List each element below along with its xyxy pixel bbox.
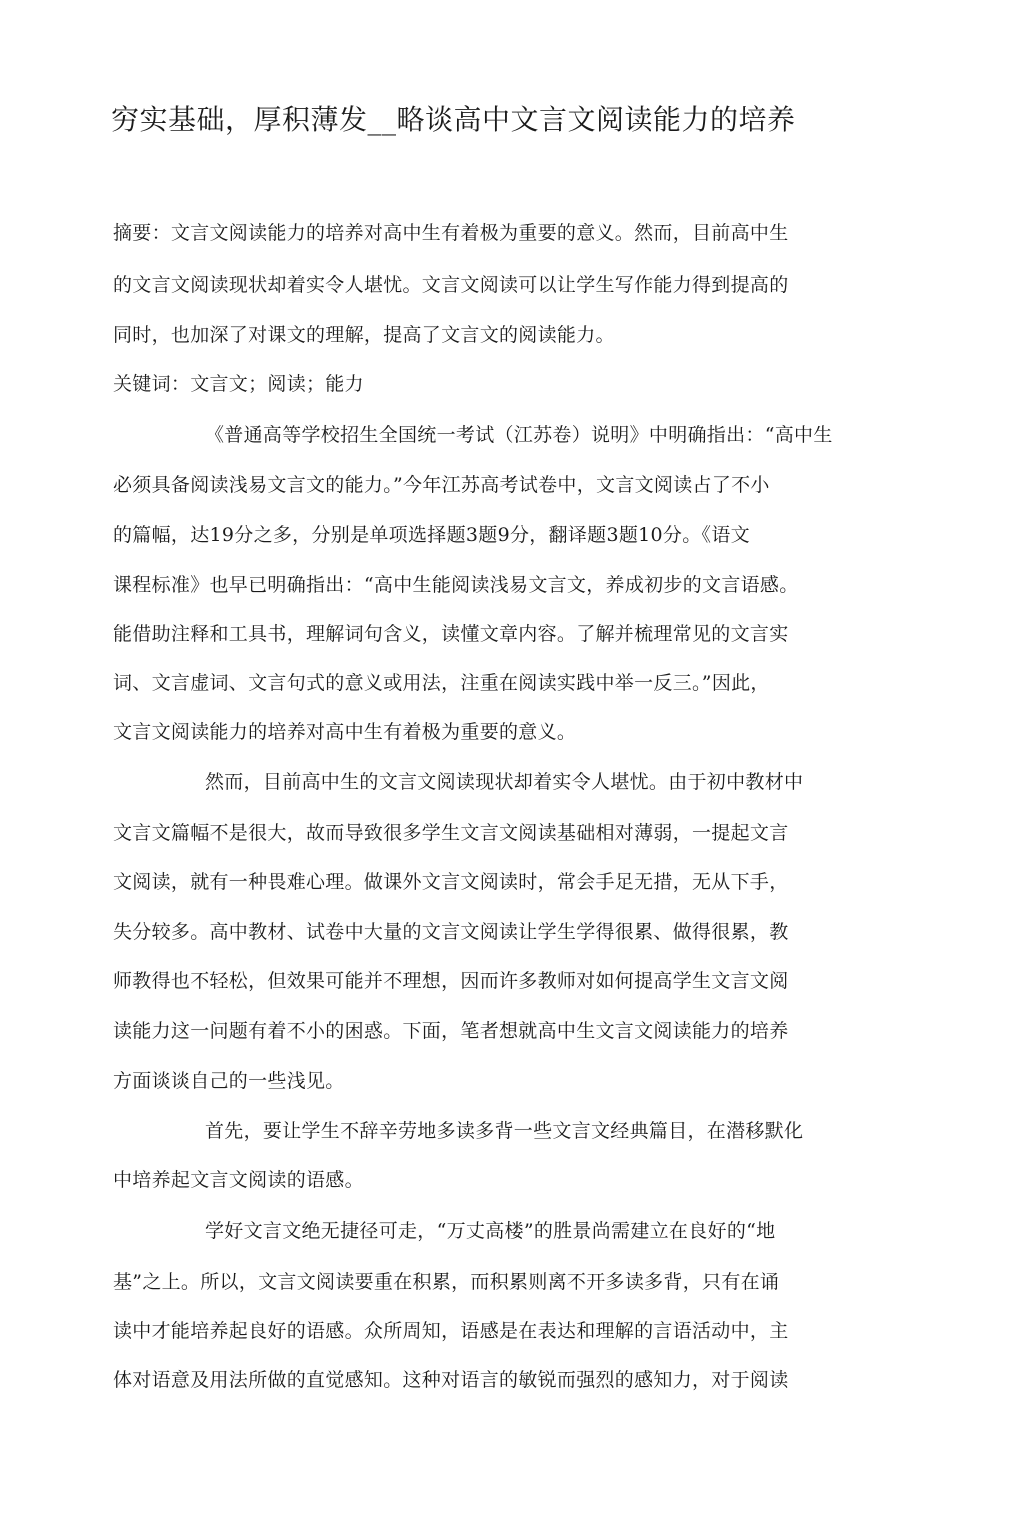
paragraph-line: 《普通高等学校招生全国统一考试（江苏卷）说明》中明确指出：“高中生 [205,424,833,446]
paragraph-line: 体对语意及用法所做的直觉感知。这种对语言的敏锐而强烈的感知力，对于阅读 [113,1369,789,1391]
keywords-line: 关键词：文言文；阅读；能力 [113,373,364,395]
paragraph-line: 基”之上。所以，文言文阅读要重在积累，而积累则离不开多读多背，只有在诵 [113,1271,780,1293]
abstract-line: 摘要：文言文阅读能力的培养对高中生有着极为重要的意义。然而，目前高中生 [113,222,789,244]
paragraph-line: 词、文言虚词、文言句式的意义或用法，注重在阅读实践中举一反三。”因此， [113,672,770,694]
paragraph-line: 课程标准》也早已明确指出：“高中生能阅读浅易文言文，养成初步的文言语感。 [113,574,799,596]
paragraph-line: 文阅读，就有一种畏难心理。做课外文言文阅读时，常会手足无措，无从下手， [113,871,789,893]
paragraph-line: 中培养起文言文阅读的语感。 [113,1169,364,1191]
paragraph-line: 文言文篇幅不是很大，故而导致很多学生文言文阅读基础相对薄弱，一提起文言 [113,822,789,844]
paragraph-line: 然而，目前高中生的文言文阅读现状却着实令人堪忧。由于初中教材中 [205,771,804,793]
paragraph-line: 能借助注释和工具书，理解词句含义，读懂文章内容。了解并梳理常见的文言实 [113,623,789,645]
paragraph-line: 首先，要让学生不辞辛劳地多读多背一些文言文经典篇目，在潜移默化 [205,1120,804,1142]
paragraph-line: 的篇幅，达19分之多，分别是单项选择题3题9分，翻译题3题10分。《语文 [113,524,750,546]
document-title: 穷实基础，厚积薄发__略谈高中文言文阅读能力的培养 [111,103,796,136]
paragraph-line: 读能力这一问题有着不小的困惑。下面，笔者想就高中生文言文阅读能力的培养 [113,1020,789,1042]
abstract-line: 的文言文阅读现状却着实令人堪忧。文言文阅读可以让学生写作能力得到提高的 [113,274,789,296]
paragraph-line: 师教得也不轻松，但效果可能并不理想，因而许多教师对如何提高学生文言文阅 [113,970,789,992]
paragraph-line: 读中才能培养起良好的语感。众所周知，语感是在表达和理解的言语活动中，主 [113,1320,789,1342]
abstract-line: 同时，也加深了对课文的理解，提高了文言文的阅读能力。 [113,324,615,346]
paragraph-line: 文言文阅读能力的培养对高中生有着极为重要的意义。 [113,721,577,743]
paragraph-line: 必须具备阅读浅易文言文的能力。”今年江苏高考试卷中，文言文阅读占了不小 [113,474,770,496]
paragraph-line: 失分较多。高中教材、试卷中大量的文言文阅读让学生学得很累、做得很累，教 [113,921,789,943]
paragraph-line: 学好文言文绝无捷径可走，“万丈高楼”的胜景尚需建立在良好的“地 [205,1220,776,1242]
paragraph-line: 方面谈谈自己的一些浅见。 [113,1070,345,1092]
